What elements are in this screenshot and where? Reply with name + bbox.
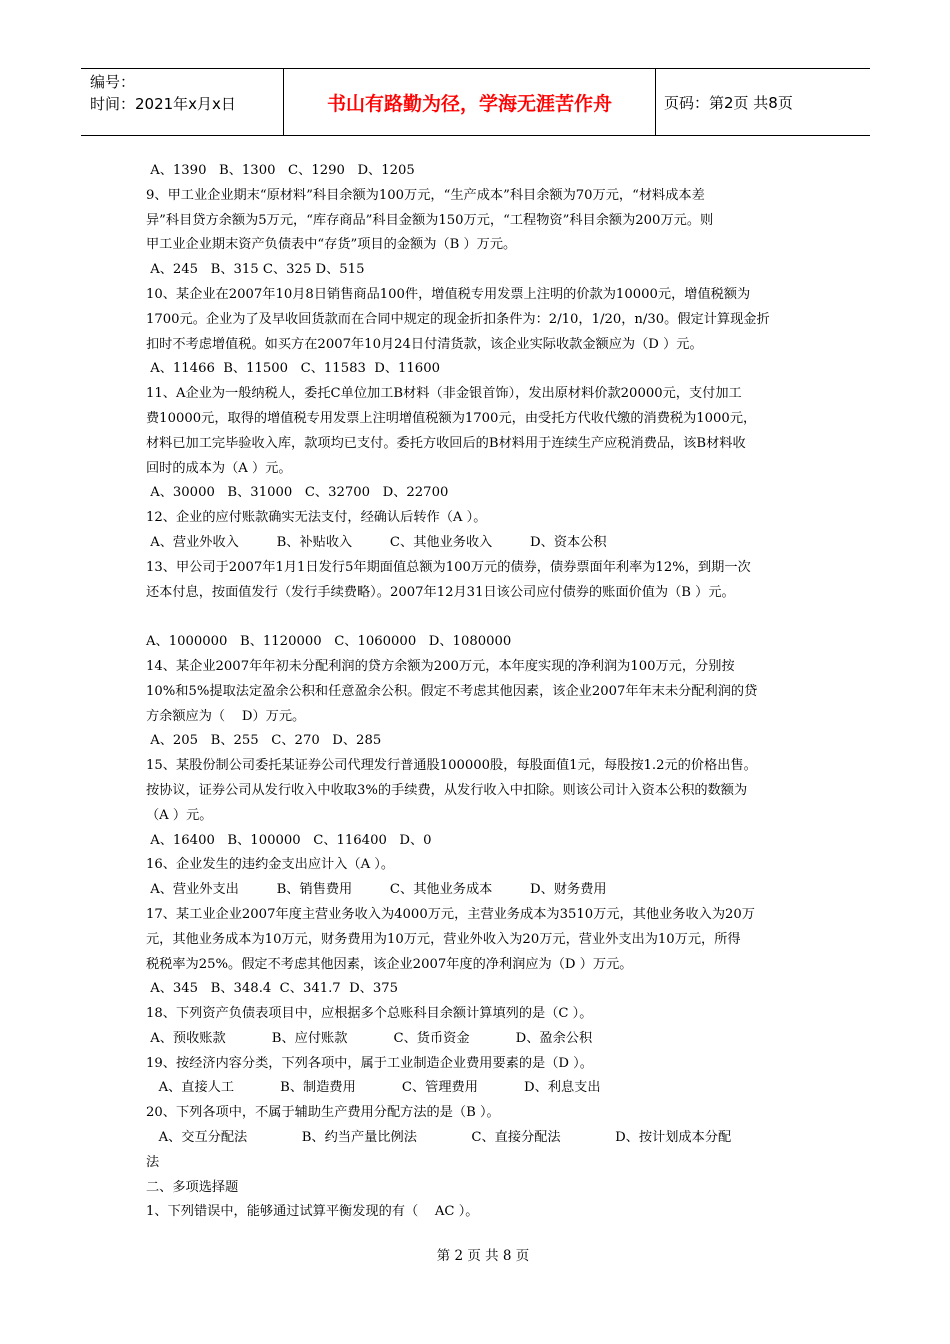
text-line: A、345 B、348.4 C、341.7 D、375 <box>146 981 399 997</box>
text-line: 二、多项选择题 <box>146 1179 239 1195</box>
text-line: A、1390 B、1300 C、1290 D、1205 <box>146 163 415 178</box>
text-line: 1、下列错误中，能够通过试算平衡发现的有（ AC ）。 <box>146 1204 479 1220</box>
page-footer: 第 2 页 共 8 页 <box>436 1248 530 1264</box>
text-line: A、205 B、255 C、270 D、285 <box>146 733 382 749</box>
header-page-code: 页码：第2页 共8页 <box>664 93 793 112</box>
text-line: 回时的成本为（A ）元。 <box>146 460 292 476</box>
text-line: A、16400 B、100000 C、116400 D、0 <box>146 832 432 848</box>
text-line: 扣时不考虑增值税。如买方在2007年10月24日付清货款，该企业实际收款金额应为（D ）元。 <box>146 336 703 352</box>
text-line: A、30000 B、31000 C、32700 D、22700 <box>146 485 449 501</box>
text-line: A、11466 B、11500 C、11583 D、11600 <box>146 361 440 377</box>
time-label: 时间：2021年x月x日 <box>90 95 236 113</box>
text-line: 法 <box>146 1154 160 1170</box>
text-line: A、交互分配法 B、约当产量比例法 C、直接分配法 D、按计划成本分配 <box>146 1130 732 1146</box>
text-line: 13、甲公司于2007年1月1日发行5年期面值总额为100万元的债券，债券票面年利率为12%，到期一次 <box>146 559 751 575</box>
page-header <box>81 68 870 136</box>
text-line: A、预收账款 B、应付账款 C、货币资金 D、盈余公积 <box>146 1030 593 1046</box>
text-line: 18、下列资产负债表项目中，应根据多个总账科目余额计算填列的是（C ）。 <box>146 1006 593 1022</box>
text-line: 异”科目贷方余额为5万元，“库存商品”科目金额为150万元，“工程物资”科目余额为200万元。则 <box>146 212 714 228</box>
text-line <box>146 605 810 630</box>
text-line: 10、某企业在2007年10月8日销售商品100件，增值税专用发票上注明的价款为10000元，增值税额为 <box>146 286 751 302</box>
text-line: A、直接人工 B、制造费用 C、管理费用 D、利息支出 <box>146 1080 601 1096</box>
text-line: 税税率为25%。假定不考虑其他因素，该企业2007年度的净利润应为（D ）万元。 <box>146 956 633 972</box>
text-line: 材料已加工完毕验收入库，款项均已支付。委托方收回后的B材料用于连续生产应税消费品，该B材料收 <box>146 435 746 451</box>
header-info <box>81 69 284 135</box>
text-line: 费10000元，取得的增值税专用发票上注明增值税额为1700元，由受托方代收代缴的消费税为1000元， <box>146 410 757 426</box>
header-motto: 书山有路勤为径，学海无涯苦作舟 <box>284 69 656 135</box>
text-line: A、营业外支出 B、销售费用 C、其他业务成本 D、财务费用 <box>146 882 607 898</box>
text-line: 1700元。企业为了及早收回货款而在合同中规定的现金折扣条件为：2/10，1/20，n/30。假定计算现金折 <box>146 311 770 327</box>
text-line: A、245 B、315 C、325 D、515 <box>146 262 365 278</box>
text-line: 方余额应为（ D）万元。 <box>146 708 306 724</box>
text-line: 19、按经济内容分类，下列各项中，属于工业制造企业费用要素的是（D ）。 <box>146 1055 593 1071</box>
text-line: 按协议，证券公司从发行收入中收取3%的手续费，从发行收入中扣除。则该公司计入资本公积的数额为 <box>146 782 748 798</box>
text-line: 甲工业企业期末资产负债表中“存货”项目的金额为（B ）万元。 <box>146 237 517 253</box>
text-line: 12、企业的应付账款确实无法支付，经确认后转作（A ）。 <box>146 510 487 526</box>
text-line: 9、甲工业企业期末“原材料”科目余额为100万元，“生产成本”科目余额为70万元，“材料成本差 <box>146 187 705 203</box>
text-line: 16、企业发生的违约金支出应计入（A ）。 <box>146 857 395 873</box>
text-line: 元，其他业务成本为10万元，财务费用为10万元，营业外收入为20万元，营业外支出为10万元，所得 <box>146 931 741 947</box>
document-body <box>146 159 810 1225</box>
text-line: （A ）元。 <box>146 807 213 823</box>
text-line: 10%和5%提取法定盈余公积和任意盈余公积。假定不考虑其他因素，该企业2007年年末未分配利润的贷 <box>146 683 758 699</box>
text-line: 20、下列各项中，不属于辅助生产费用分配方法的是（B ）。 <box>146 1105 500 1121</box>
code-label: 编号： <box>90 73 136 91</box>
text-line: 17、某工业企业2007年度主营业务收入为4000万元，主营业务成本为3510万元，其他业务收入为20万 <box>146 906 755 922</box>
text-line: A、1000000 B、1120000 C、1060000 D、1080000 <box>146 634 512 650</box>
text-line: 还本付息，按面值发行（发行手续费略）。2007年12月31日该公司应付债券的账面价值为（B ）元。 <box>146 584 735 600</box>
text-line: 11、A企业为一般纳税人，委托C单位加工B材料（非金银首饰），发出原材料价款20000元，支付加工 <box>146 386 742 402</box>
text-line: 15、某股份制公司委托某证券公司代理发行普通股100000股，每股面值1元，每股按1.2元的价格出售。 <box>146 758 757 774</box>
text-line: A、营业外收入 B、补贴收入 C、其他业务收入 D、资本公积 <box>146 534 607 550</box>
text-line: 14、某企业2007年年初未分配利润的贷方余额为200万元，本年度实现的净利润为100万元，分别按 <box>146 658 735 674</box>
